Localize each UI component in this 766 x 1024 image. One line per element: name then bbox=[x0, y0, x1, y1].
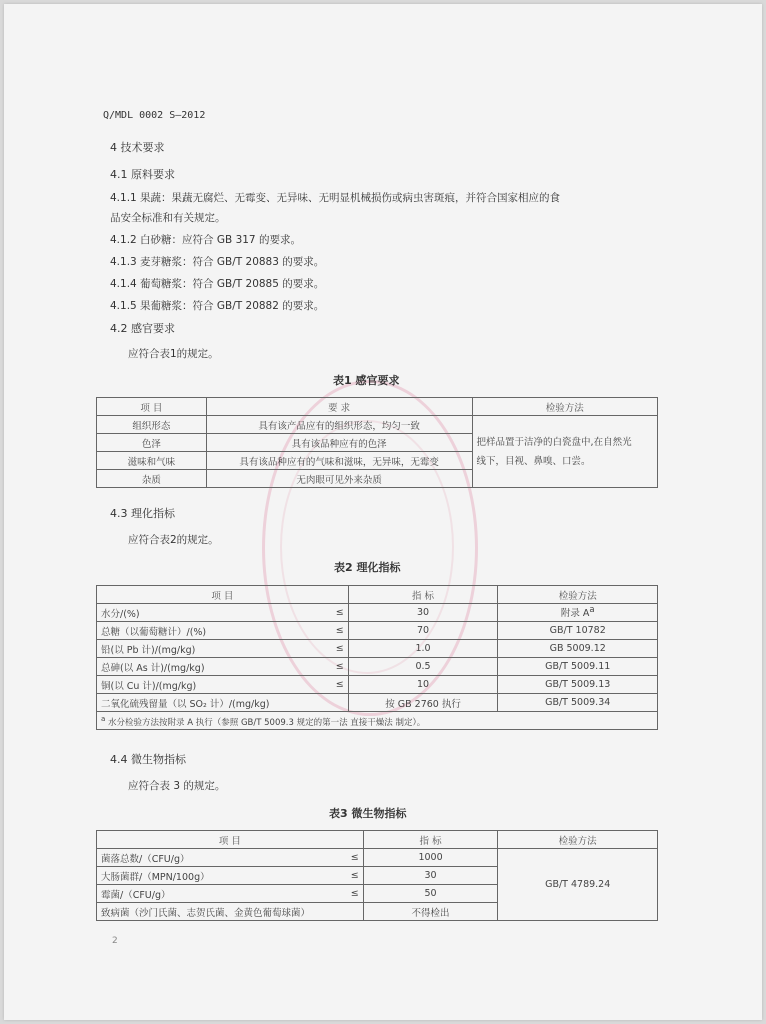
section-4-2-heading: 4.2 感官要求 bbox=[110, 322, 175, 335]
table-cell: GB/T 10782 bbox=[498, 622, 658, 640]
footnote-mark: a bbox=[101, 713, 106, 723]
clause-4-1-5: 4.1.5 果葡糖浆：符合 GB/T 20882 的要求。 bbox=[110, 300, 325, 312]
table-cell bbox=[498, 604, 658, 622]
section-4-1-heading: 4.1 原料要求 bbox=[110, 168, 175, 181]
method-text: 附录 A bbox=[560, 608, 590, 620]
table-cell: 具有该品种应有的气味和滋味，无异味，无霉变 bbox=[206, 452, 472, 470]
table-header-cell: 项 目 bbox=[97, 398, 207, 416]
table-row bbox=[97, 849, 658, 867]
table-header-cell: 指 标 bbox=[348, 586, 498, 604]
table-cell: 滋味和气味 bbox=[97, 452, 207, 470]
table-row bbox=[97, 694, 658, 712]
table3-microbiological bbox=[96, 830, 658, 921]
table-header-row bbox=[97, 398, 658, 416]
table-header-cell: 项 目 bbox=[97, 586, 349, 604]
table-cell: ≤ bbox=[301, 676, 348, 694]
footnote-text: 水分检验方法按附录 A 执行（参照 GB/T 5009.3 规定的第一法 直接干燥法 制定）。 bbox=[105, 717, 426, 728]
section-4-2-text: 应符合表1的规定。 bbox=[128, 348, 219, 360]
table-row bbox=[97, 640, 658, 658]
table-cell: ≤ bbox=[301, 640, 348, 658]
table-cell: GB/T 5009.13 bbox=[498, 676, 658, 694]
table-cell: 色泽 bbox=[97, 434, 207, 452]
table1-caption: 表1 感官要求 bbox=[333, 374, 400, 387]
table-cell: ≤ bbox=[311, 849, 363, 867]
table3-caption: 表3 微生物指标 bbox=[329, 807, 407, 820]
table-cell: 组织形态 bbox=[97, 416, 207, 434]
page-number: 2 bbox=[112, 936, 118, 946]
clause-4-1-1-line1: 4.1.1 果蔬：果蔬无腐烂、无霉变、无异味、无明显机械损伤或病虫害斑痕，并符合国家相应的食 bbox=[110, 192, 561, 204]
table-cell: ≤ bbox=[311, 885, 363, 903]
table-cell: 霉菌/（CFU/g） bbox=[97, 885, 312, 903]
table-header-cell: 检验方法 bbox=[498, 586, 658, 604]
table-row bbox=[97, 604, 658, 622]
table2-physicochemical bbox=[96, 585, 658, 730]
table-footnote-row bbox=[97, 712, 658, 730]
section-4-4-text: 应符合表 3 的规定。 bbox=[128, 780, 226, 792]
table-cell: 铅(以 Pb 计)/(mg/kg) bbox=[97, 640, 302, 658]
table-header-row bbox=[97, 831, 658, 849]
table-cell: GB/T 5009.11 bbox=[498, 658, 658, 676]
table-row bbox=[97, 676, 658, 694]
table1-method-line1: 把样品置于洁净的白瓷盘中,在自然光 bbox=[476, 436, 632, 448]
section-4-heading: 4 技术要求 bbox=[110, 141, 165, 154]
table-cell: 30 bbox=[363, 867, 498, 885]
table-cell: 具有该产品应有的组织形态，均匀一致 bbox=[206, 416, 472, 434]
table-cell: 无肉眼可见外来杂质 bbox=[206, 470, 472, 488]
table-cell: 总糖（以葡萄糖计）/(%) bbox=[97, 622, 302, 640]
table-row bbox=[97, 416, 658, 434]
table-cell: 70 bbox=[348, 622, 498, 640]
table-row bbox=[97, 622, 658, 640]
table-cell: 杂质 bbox=[97, 470, 207, 488]
clause-4-1-1-line2: 品安全标准和有关规定。 bbox=[110, 212, 226, 224]
table-cell: 致病菌（沙门氏菌、志贺氏菌、金黄色葡萄球菌） bbox=[97, 903, 364, 921]
table-header-cell: 项 目 bbox=[97, 831, 364, 849]
table-cell: 铜(以 Cu 计)/(mg/kg) bbox=[97, 676, 302, 694]
table-cell: GB/T 5009.34 bbox=[498, 694, 658, 712]
table-cell: ≤ bbox=[311, 867, 363, 885]
clause-4-1-3: 4.1.3 麦芽糖浆：符合 GB/T 20883 的要求。 bbox=[110, 256, 325, 268]
table-cell: 1000 bbox=[363, 849, 498, 867]
table-cell: 1.0 bbox=[348, 640, 498, 658]
section-4-3-text: 应符合表2的规定。 bbox=[128, 534, 219, 546]
table-cell: 50 bbox=[363, 885, 498, 903]
table1-method-line2: 线下，目视、鼻嗅、口尝。 bbox=[476, 455, 591, 467]
table2-footnote bbox=[97, 712, 658, 730]
clause-4-1-2: 4.1.2 白砂糖：应符合 GB 317 的要求。 bbox=[110, 234, 301, 246]
table-cell: 按 GB 2760 执行 bbox=[348, 694, 498, 712]
table-cell: 0.5 bbox=[348, 658, 498, 676]
table-cell: 30 bbox=[348, 604, 498, 622]
table-cell: 二氧化硫残留量（以 SO₂ 计）/(mg/kg) bbox=[97, 694, 302, 712]
table-cell bbox=[301, 694, 348, 712]
table-cell: 菌落总数/（CFU/g） bbox=[97, 849, 312, 867]
table-cell: 水分/(%) bbox=[97, 604, 302, 622]
table-cell: ≤ bbox=[301, 622, 348, 640]
table2-caption: 表2 理化指标 bbox=[334, 561, 401, 574]
table-cell: ≤ bbox=[301, 604, 348, 622]
table-header-cell: 检验方法 bbox=[498, 831, 658, 849]
table-cell: 10 bbox=[348, 676, 498, 694]
table-header-cell: 要 求 bbox=[206, 398, 472, 416]
document-id: Q/MDL 0002 S—2012 bbox=[103, 110, 206, 121]
clause-4-1-4: 4.1.4 葡萄糖浆：符合 GB/T 20885 的要求。 bbox=[110, 278, 325, 290]
table-row bbox=[97, 658, 658, 676]
table-header-row bbox=[97, 586, 658, 604]
table-cell: 不得检出 bbox=[363, 903, 498, 921]
table-cell: 具有该品种应有的色泽 bbox=[206, 434, 472, 452]
table-cell: ≤ bbox=[301, 658, 348, 676]
section-4-4-heading: 4.4 微生物指标 bbox=[110, 753, 186, 766]
table3-method-cell: GB/T 4789.24 bbox=[498, 849, 658, 921]
table-cell: 大肠菌群/（MPN/100g） bbox=[97, 867, 312, 885]
table-header-cell: 检验方法 bbox=[472, 398, 657, 416]
table-header-cell: 指 标 bbox=[363, 831, 498, 849]
footnote-mark: a bbox=[589, 605, 595, 616]
table-cell: GB 5009.12 bbox=[498, 640, 658, 658]
table1-sensory bbox=[96, 397, 658, 488]
table1-method-cell bbox=[472, 416, 657, 488]
section-4-3-heading: 4.3 理化指标 bbox=[110, 507, 175, 520]
table-cell: 总砷(以 As 计)/(mg/kg) bbox=[97, 658, 302, 676]
